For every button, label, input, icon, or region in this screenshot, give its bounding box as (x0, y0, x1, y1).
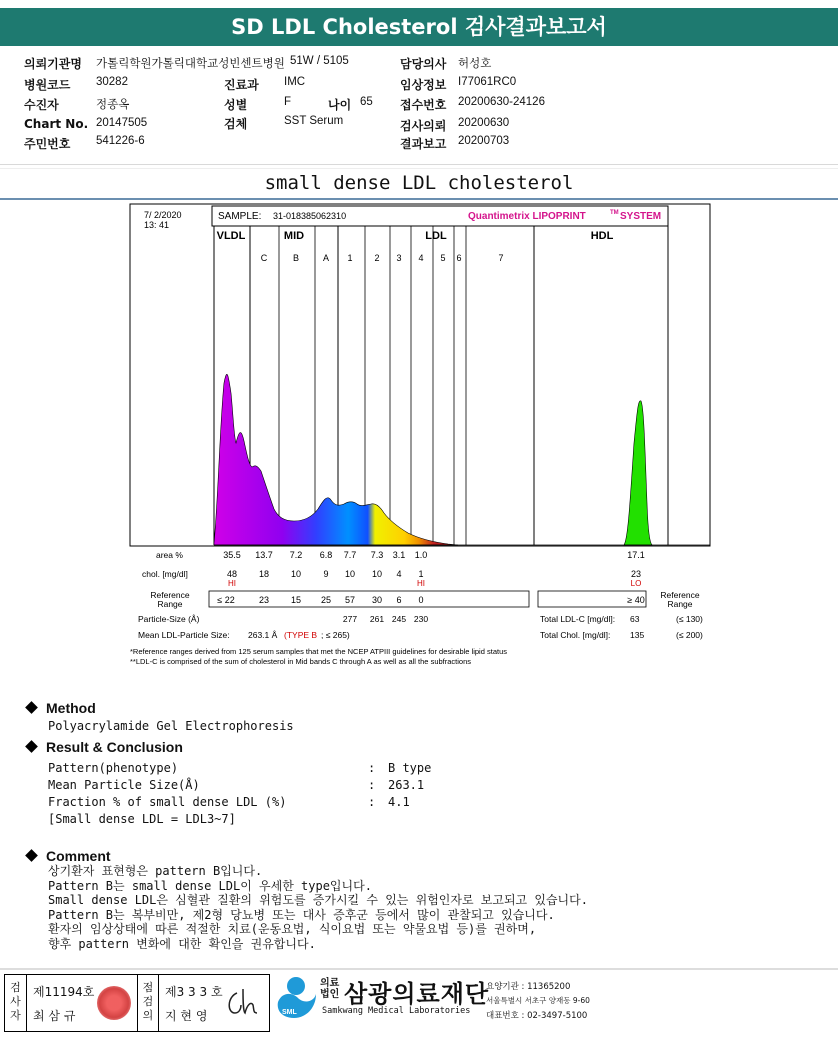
sml-logo-icon (272, 974, 318, 1030)
total-ldl-value: 63 (630, 614, 640, 624)
comment-line: 환자의 임상상태에 따른 적절한 치료(운동요법, 식이요법 또는 약물요법 등)를 권하며, (48, 922, 537, 936)
total-ldl-label: Total LDL-C [mg/dl]: (540, 614, 616, 624)
method-heading-row (24, 700, 294, 716)
result-heading-row (24, 739, 468, 755)
chol-value: 10 (371, 569, 383, 579)
particle-size-label: Particle-Size (Å) (138, 614, 200, 624)
band-label: 5 (440, 253, 446, 263)
total-chol-value: 135 (630, 630, 645, 640)
band-label: 6 (456, 253, 462, 263)
report-title: SD LDL Cholesterol 검사결과보고서 (0, 8, 838, 46)
area-value: 7.3 (370, 550, 384, 560)
band-label: 1 (347, 253, 353, 263)
flag-label: HI (228, 579, 236, 588)
resident-id-label: 주민번호 (24, 137, 71, 151)
tester-name: 최 삼 규 (33, 1009, 76, 1023)
reference-value: 23 (258, 595, 270, 605)
band-label: C (260, 253, 268, 263)
band-label: 3 (396, 253, 402, 263)
reference-label: Reference (150, 590, 190, 600)
sample-id: 31-018385062310 (273, 211, 347, 221)
age-label: 나이 (328, 98, 352, 112)
reference-value: 15 (290, 595, 302, 605)
doctor-label: 담당의사 (400, 57, 447, 71)
mean-ldl-label: Mean LDL-Particle Size: (138, 630, 230, 640)
result-value: B type (388, 761, 432, 775)
sample-label: SAMPLE: (218, 211, 262, 222)
area-value: 1.0 (414, 550, 428, 560)
area-value: 7.7 (343, 550, 357, 560)
group-label: MID (283, 230, 305, 242)
total-chol-ref: (≤ 200) (676, 630, 703, 640)
report-time: 13: 41 (144, 220, 170, 230)
result-label: Pattern(phenotype) (48, 761, 179, 775)
comment-lines (48, 864, 588, 951)
signature-icon (223, 985, 263, 1021)
type-suffix: ; ≤ 265) (321, 630, 350, 640)
group-label: HDL (590, 230, 614, 242)
result-value: 263.1 (388, 778, 425, 792)
reference-box-left (209, 591, 529, 607)
divider (0, 198, 838, 200)
type-label: (TYPE B (284, 630, 318, 640)
chol-value: 1 (418, 569, 424, 579)
dept-label: 진료과 (224, 78, 259, 92)
method-heading: Method (46, 700, 96, 716)
clinical-info-value: I77061RC0 (458, 76, 517, 88)
comment-heading-row (24, 848, 588, 864)
report-date: 7/ 2/2020 (144, 210, 182, 220)
flag-label: HI (417, 579, 425, 588)
reviewer-label: 점검의 (137, 975, 159, 1031)
institution-value: 가톨릭학원가톨릭대학교성빈센트병원 (96, 58, 285, 70)
org-english: Samkwang Medical Laboratories (322, 1006, 471, 1016)
chol-value: 23 (630, 569, 642, 579)
result-label: Mean Particle Size(Å) (48, 778, 200, 792)
reference-label: Range (157, 599, 183, 609)
divider (0, 164, 838, 165)
section-title: small dense LDL cholesterol (264, 172, 574, 194)
group-label: LDL (425, 230, 447, 242)
result-row: Mean Particle Size(Å) : 263.1 (48, 778, 425, 792)
clinical-info-label: 임상정보 (400, 78, 447, 92)
brand-system: SYSTEM (620, 211, 662, 222)
footnote-1: *Reference ranges derived from 125 serum samples that met the NCEP ATPIII guidelines for desirable lipid status (130, 647, 507, 656)
diamond-bullet-icon (25, 740, 38, 753)
footer (0, 968, 838, 1040)
divider (0, 168, 838, 169)
area-value: 7.2 (289, 550, 303, 560)
reference-value: 0 (418, 595, 424, 605)
chol-value: 10 (344, 569, 356, 579)
area-value: 17.1 (627, 550, 645, 560)
comment-line: Pattern B는 small dense LDL이 우세한 type입니다. (48, 878, 372, 893)
org-name: 삼광의료재단 (344, 980, 490, 1008)
chol-value: 10 (290, 569, 302, 579)
doctor-value: 허성호 (458, 58, 492, 70)
receipt-no-label: 접수번호 (400, 98, 447, 112)
method-text: Polyacrylamide Gel Electrophoresis (48, 719, 294, 733)
total-ldl-ref: (≤ 130) (676, 614, 703, 624)
band-label: 7 (498, 253, 504, 263)
patient-name-value: 정종옥 (96, 99, 130, 111)
diamond-bullet-icon (25, 849, 38, 862)
reviewer-license: 제3 3 3 호 (165, 985, 223, 999)
tester-label: 검사자 (5, 975, 27, 1031)
sex-value: F (284, 96, 292, 108)
reference-value: ≥ 40 (627, 595, 645, 605)
chol-label: chol. [mg/dl] (142, 569, 188, 579)
brand-tm: TM (610, 210, 619, 216)
reference-value: 57 (344, 595, 356, 605)
result-row: Fraction % of small dense LDL (%) : 4.1 (48, 795, 410, 809)
request-date-value: 20200630 (458, 117, 510, 129)
dept-value: IMC (284, 76, 306, 88)
result-rows (48, 761, 468, 829)
chol-value: 18 (258, 569, 270, 579)
particle-size-value: 261 (369, 614, 385, 624)
specimen-label: 검체 (224, 117, 248, 131)
result-label: Fraction % of small dense LDL (%) (48, 795, 287, 809)
particle-size-value: 230 (413, 614, 429, 624)
reviewer-name: 지 현 영 (165, 1009, 208, 1023)
org-prefix (320, 978, 339, 1000)
org-prefix-1: 의료 (320, 978, 340, 989)
patient-name-label: 수진자 (24, 98, 59, 112)
result-note: [Small dense LDL = LDL3~7] (48, 812, 236, 826)
band-label: B (292, 253, 300, 263)
method-section (24, 700, 294, 733)
resident-id-value: 541226-6 (96, 135, 145, 147)
org-code: 요양기관 : 11365200 (486, 982, 571, 992)
reference-value: 25 (320, 595, 332, 605)
group-label: VLDL (216, 230, 246, 242)
reference-label: Range (667, 599, 693, 609)
comment-section (24, 848, 588, 951)
comment-line: 상기환자 표현형은 pattern B입니다. (48, 864, 263, 878)
band-label: A (322, 253, 330, 263)
specimen-value: SST Serum (284, 115, 344, 127)
diamond-bullet-icon (25, 701, 38, 714)
reference-value: ≤ 22 (217, 595, 235, 605)
band-label: 2 (374, 253, 380, 263)
chol-value: 4 (396, 569, 402, 579)
area-label: area % (156, 550, 183, 560)
comment-line: Pattern B는 복부비만, 제2형 당뇨병 또는 대사 증후군 등에서 많이 관찰되고 있습니다. (48, 907, 555, 922)
org-address: 서울특별시 서초구 양재동 9-60 (486, 996, 590, 1005)
area-value: 6.8 (319, 550, 333, 560)
particle-size-value: 245 (391, 614, 407, 624)
area-value: 35.5 (223, 550, 241, 560)
particle-sizes (343, 614, 428, 624)
sex-label: 성별 (224, 98, 248, 112)
chart-no-label: Chart No. (24, 117, 89, 131)
result-row: Pattern(phenotype) : B type (48, 761, 432, 775)
comment-line: Small dense LDL은 심혈관 질환의 위험도를 증가시킬 수 있는 위험인자로 보고되고 있습니다. (48, 893, 588, 907)
ward-value: 51W / 5105 (290, 55, 349, 67)
institution-label: 의뢰기관명 (24, 57, 82, 71)
age-value: 65 (360, 96, 373, 108)
request-date-label: 검사의뢰 (400, 119, 447, 133)
footnote-2: **LDL-C is comprised of the sum of cholesterol in Mid bands C through A as well as all the subfractions (130, 657, 472, 666)
comment-line: 향후 pattern 변화에 대한 확인을 권유합니다. (48, 936, 316, 951)
divider (0, 968, 838, 970)
receipt-no-value: 20200630-24126 (458, 96, 545, 108)
lipoprint-report (128, 203, 712, 673)
results-table (142, 550, 700, 609)
mean-ldl-value: 263.1 Å (248, 630, 278, 640)
particle-size-value: 277 (342, 614, 358, 624)
org-phone: 대표번호 : 02-3497-5100 (486, 1011, 588, 1021)
sml-logo-text: SML (282, 1009, 297, 1016)
reference-label: Reference (660, 590, 700, 600)
hospital-code-value: 30282 (96, 76, 128, 88)
signature-box (4, 974, 270, 1032)
result-section (24, 739, 468, 829)
flag-label: LO (630, 579, 642, 588)
reference-value: 30 (371, 595, 383, 605)
reference-value: 6 (396, 595, 402, 605)
tester-license: 제11194호 (33, 985, 95, 999)
hospital-code-label: 병원코드 (24, 78, 71, 92)
total-chol-label: Total Chol. [mg/dl]: (540, 630, 611, 640)
org-prefix-2: 법인 (320, 989, 340, 1000)
chart-no-value: 20147505 (96, 117, 148, 129)
result-heading: Result & Conclusion (46, 739, 183, 755)
chol-value: 48 (226, 569, 238, 579)
seal-stamp-icon (97, 986, 131, 1020)
brand-name: Quantimetrix LIPOPRINT (468, 211, 586, 222)
area-value: 3.1 (392, 550, 406, 560)
result-value: 4.1 (388, 795, 410, 809)
chol-value: 9 (323, 569, 329, 579)
band-label: 4 (418, 253, 424, 263)
comment-heading: Comment (46, 848, 111, 864)
area-value: 13.7 (255, 550, 273, 560)
report-date-value: 20200703 (458, 135, 510, 147)
report-date-label: 결과보고 (400, 137, 447, 151)
